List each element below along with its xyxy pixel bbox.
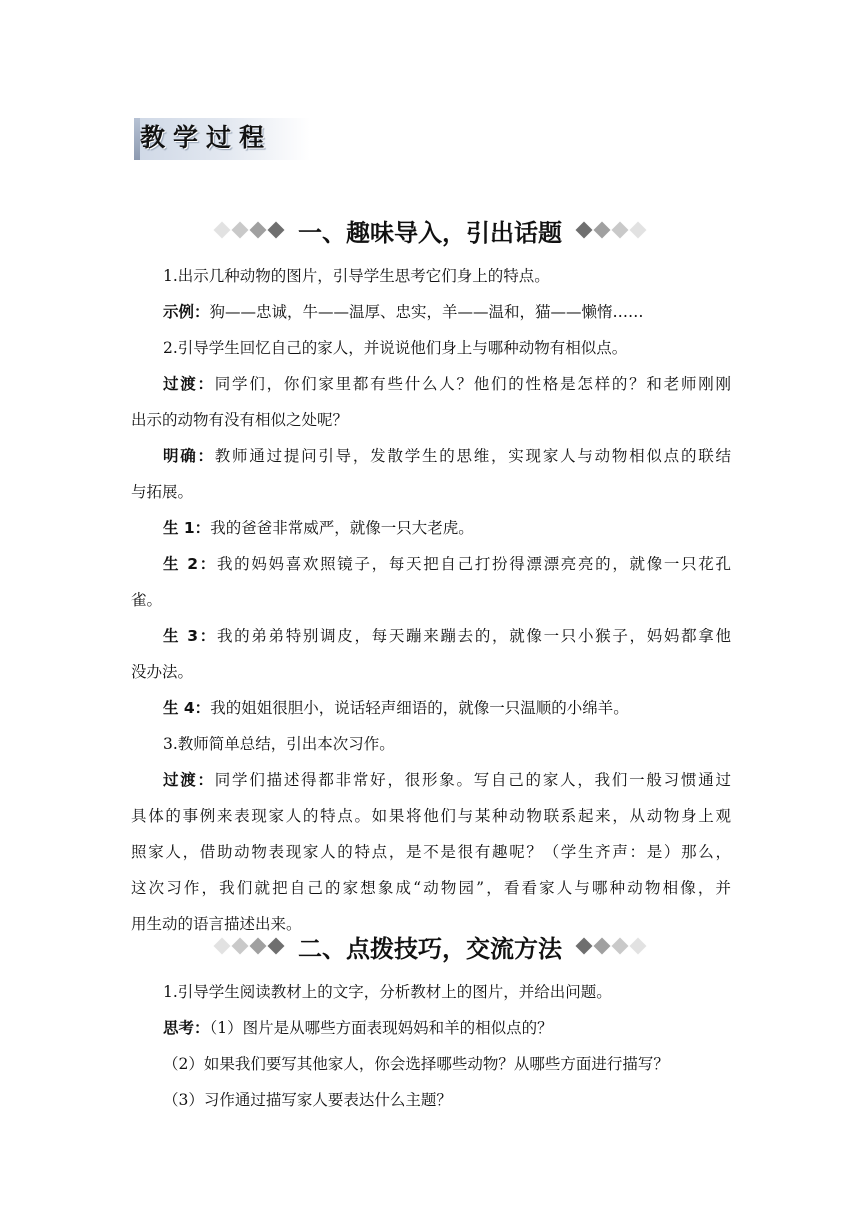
student-2-line-2: 雀。	[131, 591, 163, 609]
student-1-answer: 生 1：我的爸爸非常威严，就像一只大老虎。	[163, 519, 474, 537]
section-title-1: 一、趣味导入，引出话题	[298, 218, 562, 247]
transition-2-line-5: 用生动的语言描述出来。	[131, 915, 302, 933]
student-4-label: 生 4：	[163, 699, 211, 717]
left-diamond-ornament-icon	[216, 940, 282, 952]
paragraph-step-2: 2.引导学生回忆自己的家人，并说说他们身上与哪种动物有相似点。	[163, 339, 628, 357]
student-3-label: 生 3：	[163, 627, 217, 645]
example-label: 示例：	[163, 303, 210, 321]
student-3-line-2: 没办法。	[131, 663, 194, 681]
example-text: 狗——忠诚，牛——温厚、忠实，羊——温和，猫——懒惰……	[209, 303, 644, 321]
right-diamond-ornament-icon	[578, 940, 644, 952]
section-heading-2	[0, 926, 860, 966]
transition-2-line-4: 这次习作，我们就把自己的家想象成“动物园”，看看家人与哪种动物相像，并	[131, 879, 731, 897]
section-2-step-1: 1.引导学生阅读教材上的文字，分析教材上的图片，并给出问题。	[163, 983, 612, 1001]
section-heading-1	[0, 210, 860, 250]
student-3-line-1: 生 3：我的弟弟特别调皮，每天蹦来蹦去的，就像一只小猴子，妈妈都拿他	[163, 627, 731, 645]
clarify-line-1: 明确：教师通过提问引导，发散学生的思维，实现家人与动物相似点的联结	[163, 447, 731, 465]
think-question-2: （2）如果我们要写其他家人，你会选择哪些动物？从哪些方面进行描写？	[163, 1055, 669, 1073]
clarify-line-2: 与拓展。	[131, 483, 194, 501]
think-label: 思考：	[163, 1019, 210, 1037]
paragraph-step-3: 3.教师简单总结，引出本次习作。	[163, 735, 395, 753]
transition-1-line-1: 过渡：同学们，你们家里都有些什么人？他们的性格是怎样的？和老师刚刚	[163, 375, 731, 393]
clarify-label: 明确：	[163, 447, 215, 465]
paragraph-example	[131, 294, 731, 330]
think-question-1: 思考：（1）图片是从哪些方面表现妈妈和羊的相似点的？	[163, 1019, 553, 1037]
transition-2-line-2: 具体的事例来表现家人的特点。如果将他们与某种动物联系起来，从动物身上观	[131, 807, 731, 825]
transition-2-label: 过渡：	[163, 771, 215, 789]
transition-2-line-1: 过渡：同学们描述得都非常好，很形象。写自己的家人，我们一般习惯通过	[163, 771, 731, 789]
student-2-line-1: 生 2：我的妈妈喜欢照镜子，每天把自己打扮得漂漂亮亮的，就像一只花孔	[163, 555, 731, 573]
student-1-label: 生 1：	[163, 519, 211, 537]
transition-label: 过渡：	[163, 375, 215, 393]
paragraph-step-1: 1.出示几种动物的图片，引导学生思考它们身上的特点。	[163, 267, 550, 285]
page-title: 教学过程	[140, 123, 273, 152]
section-title-2: 二、点拨技巧，交流方法	[298, 934, 562, 963]
transition-2-line-3: 照家人，借助动物表现家人的特点，是不是很有趣呢？（学生齐声：是）那么，	[131, 843, 731, 861]
think-question-3: （3）习作通过描写家人要表达什么主题？	[163, 1091, 452, 1109]
student-4-answer: 生 4：我的姐姐很胆小，说话轻声细语的，就像一只温顺的小绵羊。	[163, 699, 629, 717]
student-2-label: 生 2：	[163, 555, 217, 573]
right-diamond-ornament-icon	[578, 224, 644, 236]
transition-1-line-2: 出示的动物有没有相似之处呢？	[131, 411, 349, 429]
left-diamond-ornament-icon	[216, 224, 282, 236]
